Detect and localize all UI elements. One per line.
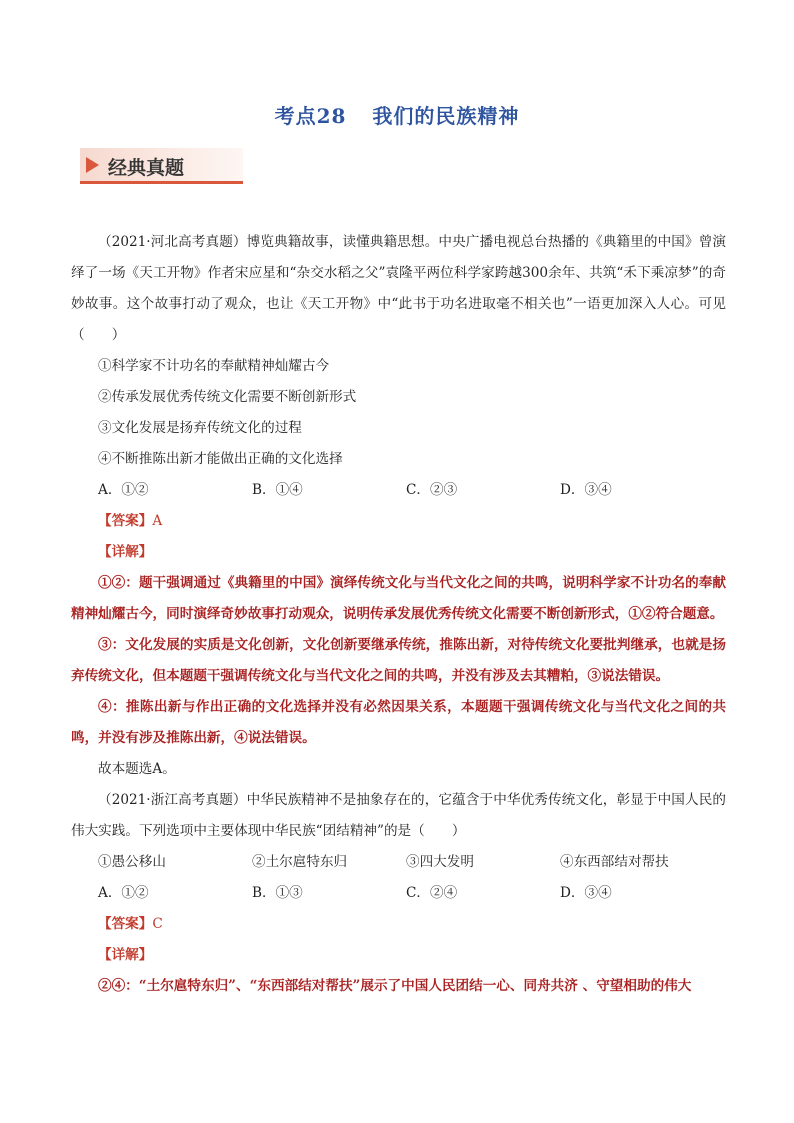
q2-detail-label: 【详解】 bbox=[98, 947, 153, 963]
title-code: 考点28 bbox=[274, 104, 347, 128]
q1-choice-a: A．①② bbox=[98, 482, 149, 498]
q1-option-2: ②传承发展优秀传统文化需要不断创新形式 bbox=[98, 389, 357, 405]
q2-option-1: ①愚公移山 bbox=[98, 854, 166, 870]
q1-answer-label: 【答案】 bbox=[98, 513, 153, 529]
q1-choices bbox=[71, 475, 726, 506]
q1-option-4: ④不断推陈出新才能做出正确的文化选择 bbox=[98, 451, 343, 467]
q2-stem: （2021·浙江高考真题）中华民族精神不是抽象存在的，它蕴含于中华优秀传统文化，彰显于中国人民的伟大实践。下列选项中主要体现中华民族“团结精神”的是（ ） bbox=[71, 792, 726, 839]
q1-choice-c: C．②③ bbox=[406, 482, 458, 498]
q1-choice-b: B．①④ bbox=[252, 482, 303, 498]
q2-choice-b: B．①③ bbox=[252, 885, 303, 901]
q1-option-1: ①科学家不计功名的奉献精神灿耀古今 bbox=[98, 358, 330, 374]
q1-answer bbox=[71, 506, 726, 537]
arrow-right-icon bbox=[86, 157, 99, 173]
q1-detail-label: 【详解】 bbox=[98, 544, 153, 560]
q1-detail-3: ④：推陈出新与作出正确的文化选择并没有必然因果关系，本题题干强调传统文化与当代文化之间的共鸣，并没有涉及推陈出新，④说法错误。 bbox=[71, 699, 726, 746]
q2-choice-c: C．②④ bbox=[406, 885, 458, 901]
q1-choice-d: D．③④ bbox=[560, 482, 612, 498]
q2-choice-d: D．③④ bbox=[560, 885, 612, 901]
q1-detail-1: ①②：题干强调通过《典籍里的中国》演绎传统文化与当代文化之间的共鸣，说明科学家不计功名的奉献精神灿耀古今，同时演绎奇妙故事打动观众，说明传承发展优秀传统文化需要不断创新形式，①②符合题意。 bbox=[71, 575, 726, 622]
question-content bbox=[71, 227, 726, 1002]
page-title bbox=[0, 100, 794, 129]
q1-stem: （2021·河北高考真题）博览典籍故事，读懂典籍思想。中央广播电视总台热播的《典籍里的中国》曾演绎了一场《天工开物》作者宋应星和“杂交水稻之父”袁隆平两位科学家跨越300余年、共筑“禾下乘凉梦”的奇妙故事。这个故事打动了观众，也让《天工开物》中“此书于功名进取毫不相关也”一语更加深入人心。可见（ ） bbox=[71, 234, 726, 343]
section-banner bbox=[80, 148, 243, 184]
q2-detail-1: ②④：“土尔扈特东归”、“东西部结对帮扶”展示了中国人民团结一心、同舟共济 、守望相助的伟大 bbox=[98, 978, 692, 994]
q2-answer bbox=[71, 909, 726, 940]
q2-answer-label: 【答案】 bbox=[98, 916, 153, 932]
q2-option-4: ④东西部结对帮扶 bbox=[560, 854, 669, 870]
q2-choice-a: A．①② bbox=[98, 885, 149, 901]
q1-conclusion: 故本题选A。 bbox=[98, 761, 176, 777]
q2-option-3: ③四大发明 bbox=[406, 854, 474, 870]
q2-choices bbox=[71, 878, 726, 909]
q2-option-2: ②土尔扈特东归 bbox=[252, 854, 348, 870]
section-label: 经典真题 bbox=[108, 157, 185, 179]
title-name: 我们的民族精神 bbox=[372, 104, 520, 128]
q2-options bbox=[71, 847, 726, 878]
q1-option-3: ③文化发展是扬弃传统文化的过程 bbox=[98, 420, 302, 436]
q1-answer-value: A bbox=[152, 513, 163, 529]
q2-answer-value: C bbox=[152, 916, 163, 932]
q1-detail-2: ③：文化发展的实质是文化创新，文化创新要继承传统，推陈出新，对待传统文化要批判继承，也就是扬弃传统文化，但本题题干强调传统文化与当代文化之间的共鸣，并没有涉及去其糟粕，③说法错误。 bbox=[71, 637, 726, 684]
